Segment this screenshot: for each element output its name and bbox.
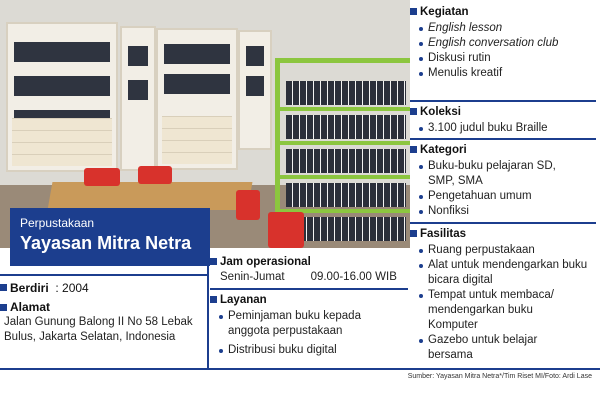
square-bullet-icon: [0, 304, 7, 311]
square-bullet-icon: [410, 8, 417, 15]
list-item: Pengetahuan umum: [410, 189, 600, 204]
divider-bottom: [0, 368, 600, 370]
jam-row: [210, 270, 408, 285]
square-bullet-icon: [0, 284, 7, 291]
section-heading: Layanan: [220, 294, 267, 306]
section-layanan: [210, 292, 408, 358]
section-fasilitas: [410, 226, 600, 363]
list-item: Menulis kreatif: [410, 66, 600, 81]
chair: [268, 212, 304, 248]
berdiri-label: Berdiri: [10, 281, 49, 295]
alamat-heading: Alamat: [0, 300, 205, 315]
list-item: Tempat untuk membaca/ mendengarkan buku Komputer: [410, 288, 600, 333]
chair: [236, 190, 260, 220]
divider: [410, 100, 596, 102]
white-bookshelf-right: [238, 30, 272, 150]
title-block: [10, 208, 210, 266]
list-item: English lesson: [410, 21, 600, 36]
section-heading: Kategori: [420, 144, 467, 156]
section-heading: Kegiatan: [420, 6, 469, 18]
section-jam: [210, 254, 408, 285]
divider: [210, 288, 408, 290]
section-heading: Jam operasional: [220, 256, 311, 268]
section-koleksi: [410, 104, 600, 136]
berdiri-row: [0, 280, 205, 296]
alamat-text: Jalan Gunung Balong II No 58 Lebak Bulus, Jakarta Selatan, Indonesia: [4, 316, 193, 343]
list-item: 3.100 judul buku Braille: [410, 121, 600, 136]
list-item: Alat untuk mendengarkan buku bicara digital: [410, 258, 600, 288]
list-item: Peminjaman buku kepada anggota perpustakaan: [210, 309, 408, 339]
divider: [410, 138, 596, 140]
section-heading: Fasilitas: [420, 228, 467, 240]
section-heading: Koleksi: [420, 106, 461, 118]
section-berdiri-alamat: [0, 280, 205, 368]
chair: [138, 166, 172, 184]
divider: [410, 222, 596, 224]
list-item: Buku-buku pelajaran SD, SMP, SMA: [410, 159, 600, 189]
list-item: Diskusi rutin: [410, 51, 600, 66]
white-bookshelf-left: [6, 22, 118, 172]
source-caption: Sumber: Yayasan Mitra Netra*/Tim Riset MI/Foto: Ardi Lase: [407, 373, 592, 380]
jam-time: 09.00-16.00 WIB: [310, 271, 397, 283]
section-kegiatan: [410, 4, 600, 81]
square-bullet-icon: [410, 230, 417, 237]
list-item: Nonfiksi: [410, 204, 600, 219]
white-bookshelf-mid-left: [120, 26, 156, 171]
berdiri-value: : 2004: [55, 281, 89, 295]
list-item: Distribusi buku digital: [210, 343, 408, 358]
square-bullet-icon: [210, 258, 217, 265]
reading-table: [48, 182, 253, 210]
divider: [0, 274, 207, 276]
list-item: Ruang perpustakaan: [410, 243, 600, 258]
title-subtitle: Perpustakaan: [20, 216, 95, 230]
section-kategori: [410, 142, 600, 219]
jam-days: Senin-Jumat: [220, 271, 285, 283]
square-bullet-icon: [210, 296, 217, 303]
white-bookshelf-center: [156, 28, 238, 170]
title-main: Yayasan Mitra Netra: [20, 233, 192, 253]
info-column-right: [410, 0, 600, 368]
divider-vertical: [207, 250, 209, 368]
chair: [84, 168, 120, 186]
section-jam-layanan: [210, 254, 408, 368]
list-item: Gazebo untuk belajar bersama: [410, 333, 600, 363]
square-bullet-icon: [410, 146, 417, 153]
square-bullet-icon: [410, 108, 417, 115]
list-item: English conversation club: [410, 36, 600, 51]
